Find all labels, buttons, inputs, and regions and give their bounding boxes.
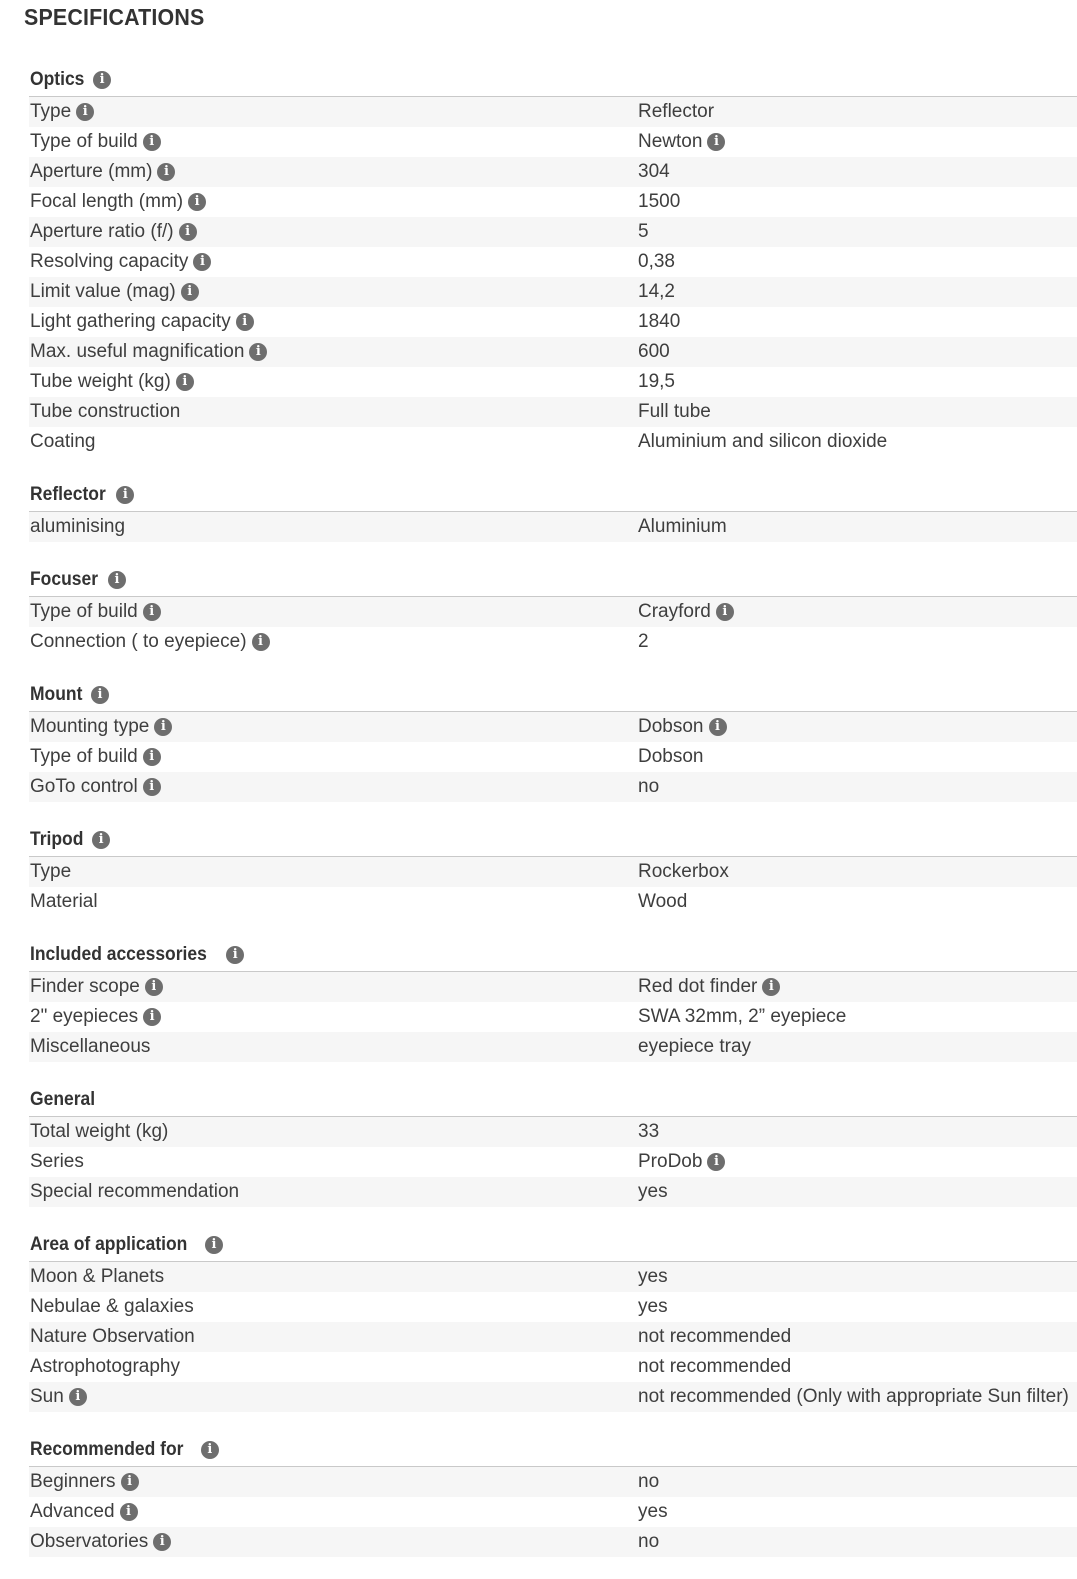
spec-value-cell xyxy=(638,251,1077,273)
spec-value-cell xyxy=(638,311,1077,333)
spec-label: Nebulae & galaxies xyxy=(30,1296,194,1317)
info-icon[interactable]: i xyxy=(176,373,194,391)
spec-row xyxy=(29,1117,1077,1147)
info-icon[interactable]: i xyxy=(205,1236,223,1254)
spec-row xyxy=(29,1147,1077,1177)
spec-row xyxy=(29,127,1077,157)
spec-value-cell xyxy=(638,1471,1077,1493)
spec-row xyxy=(29,857,1077,887)
spec-value-cell xyxy=(638,716,1077,738)
spec-label-cell xyxy=(29,1121,638,1143)
spec-value-cell xyxy=(638,976,1077,998)
spec-value-cell xyxy=(638,431,1077,453)
info-icon[interactable]: i xyxy=(226,946,244,964)
spec-row xyxy=(29,512,1077,542)
spec-label: aluminising xyxy=(30,516,126,537)
info-icon[interactable]: i xyxy=(181,283,199,301)
spec-value-cell xyxy=(638,861,1077,883)
spec-row xyxy=(29,157,1077,187)
spec-value: yes xyxy=(638,1296,668,1317)
spec-value: yes xyxy=(638,1181,668,1202)
spec-row xyxy=(29,277,1077,307)
spec-value-cell xyxy=(638,1386,1077,1408)
spec-row xyxy=(29,1497,1077,1527)
section-title: Area of application xyxy=(30,1234,188,1255)
spec-row xyxy=(29,187,1077,217)
spec-value: yes xyxy=(638,1266,668,1287)
spec-value: 2 xyxy=(638,631,649,652)
spec-section-optics xyxy=(29,64,1077,457)
info-icon[interactable]: i xyxy=(121,1473,139,1491)
section-title: General xyxy=(30,1089,96,1110)
spec-label: Observatories xyxy=(30,1531,149,1552)
spec-row xyxy=(29,1322,1077,1352)
spec-label-cell xyxy=(29,1356,638,1378)
spec-value-cell xyxy=(638,131,1077,153)
info-icon[interactable]: i xyxy=(249,343,267,361)
spec-label-cell xyxy=(29,341,638,363)
spec-label-cell xyxy=(29,251,638,273)
info-icon[interactable]: i xyxy=(762,978,780,996)
spec-value: Crayford xyxy=(638,601,711,622)
info-icon[interactable]: i xyxy=(143,133,161,151)
spec-value-cell xyxy=(638,601,1077,623)
spec-row xyxy=(29,337,1077,367)
spec-label-cell xyxy=(29,1531,638,1553)
spec-label: Max. useful magnification xyxy=(30,341,245,362)
spec-label-cell xyxy=(29,1296,638,1318)
spec-value-cell xyxy=(638,1006,1077,1028)
info-icon[interactable]: i xyxy=(709,718,727,736)
spec-row xyxy=(29,1177,1077,1207)
spec-label: Advanced xyxy=(30,1501,115,1522)
info-icon[interactable]: i xyxy=(93,71,111,89)
info-icon[interactable]: i xyxy=(92,831,110,849)
section-title: Mount xyxy=(30,684,83,705)
spec-label-cell xyxy=(29,716,638,738)
spec-label-cell xyxy=(29,861,638,883)
spec-label: Aperture (mm) xyxy=(30,161,153,182)
spec-value: 5 xyxy=(638,221,649,242)
spec-value: not recommended (Only with appropriate Sun filter) xyxy=(638,1386,1069,1407)
spec-value-cell xyxy=(638,1326,1077,1348)
spec-value: Red dot finder xyxy=(638,976,758,997)
spec-value-cell xyxy=(638,1266,1077,1288)
spec-label-cell xyxy=(29,516,638,538)
spec-row xyxy=(29,1032,1077,1062)
spec-label: Aperture ratio (f/) xyxy=(30,221,174,242)
page-title: SPECIFICATIONS xyxy=(24,4,205,30)
spec-value-cell xyxy=(638,191,1077,213)
spec-value-cell xyxy=(638,1121,1077,1143)
spec-value: Dobson xyxy=(638,716,704,737)
spec-value: 33 xyxy=(638,1121,660,1142)
info-icon[interactable]: i xyxy=(153,1533,171,1551)
spec-value-cell xyxy=(638,371,1077,393)
spec-value-cell xyxy=(638,1296,1077,1318)
spec-label-cell xyxy=(29,1181,638,1203)
spec-value: 0,38 xyxy=(638,251,675,272)
spec-value: eyepiece tray xyxy=(638,1036,752,1057)
spec-row xyxy=(29,307,1077,337)
info-icon[interactable]: i xyxy=(120,1503,138,1521)
spec-value-cell xyxy=(638,401,1077,423)
spec-value: 600 xyxy=(638,341,670,362)
spec-label-cell xyxy=(29,746,638,768)
section-header xyxy=(29,679,1077,712)
spec-value-cell xyxy=(638,516,1077,538)
info-icon[interactable]: i xyxy=(69,1388,87,1406)
spec-label: Type of build xyxy=(30,746,138,767)
spec-section-recommended-for xyxy=(29,1434,1077,1557)
spec-label-cell xyxy=(29,401,638,423)
specifications-table xyxy=(29,64,1077,1579)
section-header xyxy=(29,64,1077,97)
info-icon[interactable]: i xyxy=(201,1441,219,1459)
spec-row xyxy=(29,772,1077,802)
spec-label-cell xyxy=(29,1501,638,1523)
spec-value: 304 xyxy=(638,161,670,182)
spec-label: 2" eyepieces xyxy=(30,1006,139,1027)
spec-label: Special recommendation xyxy=(30,1181,240,1202)
section-title: Tripod xyxy=(30,829,84,850)
spec-row xyxy=(29,427,1077,457)
spec-row xyxy=(29,247,1077,277)
spec-value: no xyxy=(638,1471,660,1492)
spec-label-cell xyxy=(29,101,638,123)
info-icon[interactable]: i xyxy=(154,718,172,736)
info-icon[interactable]: i xyxy=(193,253,211,271)
spec-row xyxy=(29,217,1077,247)
spec-label-cell xyxy=(29,311,638,333)
info-icon[interactable]: i xyxy=(707,133,725,151)
section-header xyxy=(29,1084,1077,1117)
spec-section-included-accessories xyxy=(29,939,1077,1062)
spec-label: Limit value (mag) xyxy=(30,281,176,302)
spec-label: Astrophotography xyxy=(30,1356,180,1377)
spec-value: not recommended xyxy=(638,1326,792,1347)
spec-value: 1840 xyxy=(638,311,681,332)
spec-label: Coating xyxy=(30,431,96,452)
spec-section-tripod xyxy=(29,824,1077,917)
spec-label: Material xyxy=(30,891,98,912)
info-icon[interactable]: i xyxy=(143,1008,161,1026)
info-icon[interactable]: i xyxy=(179,223,197,241)
spec-row xyxy=(29,367,1077,397)
spec-label: Mounting type xyxy=(30,716,150,737)
spec-row xyxy=(29,972,1077,1002)
spec-row xyxy=(29,1292,1077,1322)
info-icon[interactable]: i xyxy=(143,603,161,621)
spec-label: Resolving capacity xyxy=(30,251,189,272)
spec-value: Reflector xyxy=(638,101,715,122)
spec-section-focuser xyxy=(29,564,1077,657)
spec-label: Series xyxy=(30,1151,84,1172)
spec-row xyxy=(29,597,1077,627)
spec-label: Type xyxy=(30,101,72,122)
info-icon[interactable]: i xyxy=(716,603,734,621)
spec-value-cell xyxy=(638,1531,1077,1553)
spec-label: Focal length (mm) xyxy=(30,191,184,212)
spec-section-area-of-application xyxy=(29,1229,1077,1412)
spec-value-cell xyxy=(638,341,1077,363)
spec-value-cell xyxy=(638,776,1077,798)
spec-label: Sun xyxy=(30,1386,64,1407)
info-icon[interactable]: i xyxy=(707,1153,725,1171)
spec-label-cell xyxy=(29,1006,638,1028)
section-header xyxy=(29,824,1077,857)
spec-row xyxy=(29,712,1077,742)
section-header xyxy=(29,479,1077,512)
spec-label: Nature Observation xyxy=(30,1326,195,1347)
spec-section-reflector xyxy=(29,479,1077,542)
info-icon[interactable]: i xyxy=(145,978,163,996)
spec-section-general xyxy=(29,1084,1077,1207)
spec-value-cell xyxy=(638,1036,1077,1058)
spec-value-cell xyxy=(638,101,1077,123)
spec-label-cell xyxy=(29,601,638,623)
spec-row xyxy=(29,97,1077,127)
spec-row xyxy=(29,1002,1077,1032)
spec-value: not recommended xyxy=(638,1356,792,1377)
spec-value-cell xyxy=(638,281,1077,303)
spec-label-cell xyxy=(29,631,638,653)
section-title: Reflector xyxy=(30,484,106,505)
spec-value-cell xyxy=(638,1181,1077,1203)
spec-row xyxy=(29,742,1077,772)
spec-label-cell xyxy=(29,221,638,243)
spec-label: Miscellaneous xyxy=(30,1036,151,1057)
section-title: Included accessories xyxy=(30,944,207,965)
info-icon[interactable]: i xyxy=(76,103,94,121)
spec-label-cell xyxy=(29,1326,638,1348)
spec-value: Full tube xyxy=(638,401,711,422)
info-icon[interactable]: i xyxy=(236,313,254,331)
spec-value: no xyxy=(638,1531,660,1552)
info-icon[interactable]: i xyxy=(188,193,206,211)
spec-value: ProDob xyxy=(638,1151,703,1172)
spec-value: no xyxy=(638,776,660,797)
spec-value: Newton xyxy=(638,131,703,152)
info-icon[interactable]: i xyxy=(252,633,270,651)
spec-section-mount xyxy=(29,679,1077,802)
spec-label-cell xyxy=(29,1151,638,1173)
spec-value: yes xyxy=(638,1501,668,1522)
spec-label-cell xyxy=(29,891,638,913)
spec-label-cell xyxy=(29,431,638,453)
spec-label: Light gathering capacity xyxy=(30,311,231,332)
spec-label: GoTo control xyxy=(30,776,138,797)
spec-label-cell xyxy=(29,281,638,303)
spec-row xyxy=(29,1467,1077,1497)
spec-row xyxy=(29,1262,1077,1292)
section-header xyxy=(29,1434,1077,1467)
spec-value-cell xyxy=(638,1501,1077,1523)
spec-row xyxy=(29,887,1077,917)
info-icon[interactable]: i xyxy=(157,163,175,181)
spec-label: Type xyxy=(30,861,72,882)
spec-value: Wood xyxy=(638,891,688,912)
spec-label: Beginners xyxy=(30,1471,116,1492)
section-header xyxy=(29,1229,1077,1262)
spec-row xyxy=(29,397,1077,427)
spec-label-cell xyxy=(29,191,638,213)
spec-row xyxy=(29,1382,1077,1412)
spec-value: Rockerbox xyxy=(638,861,729,882)
spec-value-cell xyxy=(638,746,1077,768)
spec-value-cell xyxy=(638,631,1077,653)
spec-label-cell xyxy=(29,1036,638,1058)
spec-value: 1500 xyxy=(638,191,681,212)
spec-label-cell xyxy=(29,371,638,393)
info-icon[interactable]: i xyxy=(143,778,161,796)
spec-row xyxy=(29,1527,1077,1557)
spec-label: Type of build xyxy=(30,131,138,152)
info-icon[interactable]: i xyxy=(143,748,161,766)
section-title: Focuser xyxy=(30,569,99,590)
spec-label-cell xyxy=(29,131,638,153)
spec-value: Dobson xyxy=(638,746,704,767)
spec-label-cell xyxy=(29,1386,638,1408)
info-icon[interactable]: i xyxy=(108,571,126,589)
spec-label-cell xyxy=(29,976,638,998)
spec-value: 19,5 xyxy=(638,371,675,392)
spec-value-cell xyxy=(638,1356,1077,1378)
spec-label: Tube construction xyxy=(30,401,181,422)
spec-label: Type of build xyxy=(30,601,138,622)
spec-label-cell xyxy=(29,776,638,798)
spec-label-cell xyxy=(29,161,638,183)
spec-value-cell xyxy=(638,221,1077,243)
spec-value-cell xyxy=(638,161,1077,183)
spec-label: Moon & Planets xyxy=(30,1266,165,1287)
section-header xyxy=(29,939,1077,972)
spec-value: SWA 32mm, 2” eyepiece xyxy=(638,1006,847,1027)
spec-label: Total weight (kg) xyxy=(30,1121,169,1142)
info-icon[interactable]: i xyxy=(116,486,134,504)
spec-value-cell xyxy=(638,1151,1077,1173)
spec-row xyxy=(29,627,1077,657)
spec-label-cell xyxy=(29,1471,638,1493)
section-title: Optics xyxy=(30,69,85,90)
spec-value: 14,2 xyxy=(638,281,675,302)
info-icon[interactable]: i xyxy=(91,686,109,704)
spec-value: Aluminium xyxy=(638,516,727,537)
spec-value: Aluminium and silicon dioxide xyxy=(638,431,888,452)
spec-label-cell xyxy=(29,1266,638,1288)
section-title: Recommended for xyxy=(30,1439,184,1460)
section-header xyxy=(29,564,1077,597)
spec-row xyxy=(29,1352,1077,1382)
spec-value-cell xyxy=(638,891,1077,913)
spec-label: Tube weight (kg) xyxy=(30,371,171,392)
spec-label: Connection ( to eyepiece) xyxy=(30,631,247,652)
spec-label: Finder scope xyxy=(30,976,140,997)
